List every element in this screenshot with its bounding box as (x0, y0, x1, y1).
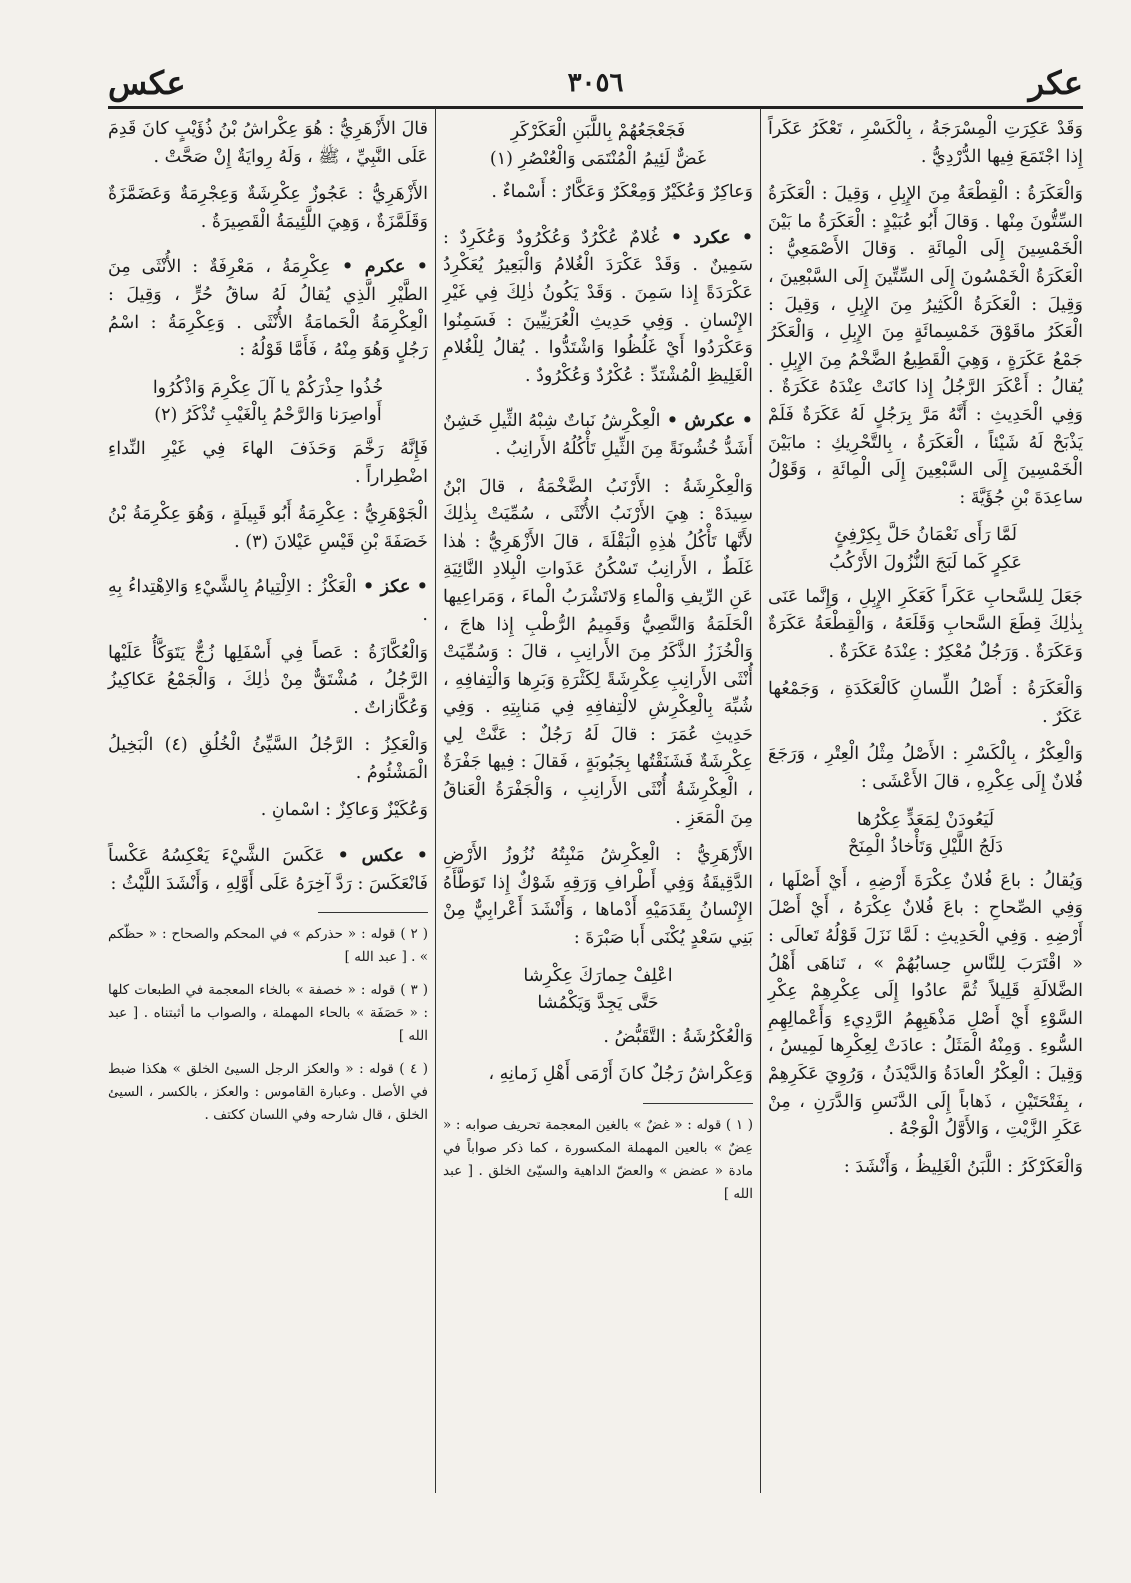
paragraph: الْجَوْهَرِيُّ : عِكْرِمَةُ أَبُو قَبِيلَةٍ ، وَهُوَ عِكْرِمَةُ بْنُ خَصَفَةَ بْنِ قَيْسِ عَيْلانَ (٣) . (108, 504, 428, 552)
running-headword-left: عكس (108, 64, 186, 102)
verse-line: اعْلِفْ حِمارَكَ عِكْرِشا (523, 965, 673, 986)
footnote: ( ٣ ) قوله : « خصفة » بالخاء المعجمة في الطبعات كلها : « حَصَفَة » بالحاء المهملة ، والصواب ما أثبتناه . [ عبد الله ] (108, 982, 428, 1045)
column-separator (760, 108, 761, 1493)
paragraph: وَالْعَكَرَةُ : الْقِطْعَةُ مِنَ الإِبِلِ ، وَقِيلَ : الْعَكَرَةُ السِّتُّونَ مِنْها . وَقالَ أَبُو عُبَيْدٍ : الْعَكَرَةُ ما بَيْنَ الْخَمْسِينَ إِلَى الْمِائَةِ . وَقالَ الأَصْمَعِيُّ : الْعَكَرَةُ الْخَمْسُونَ إِلَى السِّتِّينَ إِلَى السَّبْعِينَ ، وَقِيلَ : الْعَكَرَةُ الْكَثِيرُ مِنَ الإِبِلِ ، وَقِيلَ : الْعَكَرُ ماقَوْقَ خَمْسِمائَةٍ مِنَ الإِبِلِ ، وَالْعَكَرُ جَمْعُ عَكَرَةٍ ، وَهِيَ الْقَطِيعُ الضَّخْمُ مِنَ الإِبِلِ . يُقالُ : أَعْكَرَ الرَّجُلُ إِذا كانَتْ عِنْدَهُ عَكَرَةٌ . وَفِي الْحَدِيثِ : أَنَّهُ مَرَّ بِرَجُلٍ لَهُ عَكَرَةٌ فَلَمْ يَذْبَحْ لَهُ شَيْئاً ، الْعَكَرَةُ ، بِالتَّحْرِيكِ : مابَيْنَ الْخَمْسِينَ إِلَى السَّبْعِينَ إِلَى الْمِائَةِ ، وَقَوْلُ ساعِدَةَ بْنِ جُؤَيَّةَ : (768, 184, 1083, 508)
verse-line: غَضٌّ لَئِيمُ الْمُنْتَمَى وَالْعُنْصُرِ (١) (489, 148, 707, 169)
dictionary-entry: • عكرد • غُلامٌ عُكْرُدٌ وَعُكْرُودٌ وَعُكَرِدٌ : سَمِينٌ . وَقَدْ عَكْرَدَ الْغُلامُ وَالْبَعِيرُ يُعَكْرِدُ عَكْرَدَةً إِذا سَمِنَ . وَقَدْ يَكُونُ ذٰلِكَ فِي غَيْرِ الإِنْسانِ . وَفِي حَدِيثِ الْعُرَنِيِّينَ : فَسَمِنُوا وَعَكْرَدُوا أَيْ غَلُظُوا وَاشْتَدُّوا . يُقالُ لِلْغُلامِ الْغَلِيظِ الْمُشْتَدِّ : عُكْرُدٌ وَعُكْرُودٌ . (443, 227, 754, 386)
column-separator (435, 108, 436, 1493)
verse-line: لَمَّا رَأَى نَعْمَانُ حَلَّ بِكِرْفِئٍ (834, 525, 1017, 546)
paragraph: قالَ الأَزْهَرِيُّ : هُوَ عِكْراشُ بْنُ ذُؤَيْبٍ كانَ قَدِمَ عَلَى النَّبِيِّ ، ﷺ ، وَلَهُ رِوايَةٌ إِنْ صَحَّتْ . (108, 119, 428, 167)
running-headword-right: عكر (1028, 64, 1083, 102)
column-middle (443, 116, 753, 1546)
paragraph: وَيُقالُ : باعَ فُلانٌ عِكْرَةَ أَرْضِهِ ، أَيْ أَصْلَها ، وَفِي الصِّحاحِ : باعَ فُلانٌ عِكْرَهُ ، أَيْ أَصْلَ أَرْضِهِ . وَفِي الْحَدِيثِ : لَمَّا نَزَلَ قَوْلُهُ تَعالَى : « اقْتَرَبَ لِلنَّاسِ حِسابُهُمْ » ، تَناهَى أَهْلُ الضَّلالَةِ قَلِيلاً ثُمَّ عادُوا إِلَى عِكْرِهِمْ عِكْرِ السَّوْءِ أَيْ أَصْلِ مَذْهَبِهِمُ الرَّدِيءِ وَأَعْمالِهِمِ السُّوءِ . وَمِنْهُ الْمَثَلُ : عادَتْ لِعِكْرِها لَمِيسُ ، وَقِيلَ : الْعِكْرُ الْعادَةُ وَالدَّيْدَنُ ، وَرُوِيَ عَكَرِهِمْ ، بِفَتْحَتَيْنِ ، ذَهاباً إِلَى الدَّنَسِ وَالدَّرَنِ ، مِنْ عَكَرِ الزَّيْتِ ، وَالأَوَّلُ الْوَجْهُ . (768, 870, 1083, 1140)
paragraph: وَعِكْراشُ رَجُلٌ كانَ أَرْمَى أَهْلِ زَمانِهِ ، (488, 1064, 753, 1085)
entry-headword: • عكس • (324, 846, 428, 867)
paragraph: وَالْعِكْرُ ، بِالْكَسْرِ : الأَصْلُ مِثْلُ الْعِتْرِ ، وَرَجَعَ فُلانٌ إِلَى عِكْرِهِ ، قالَ الأَعْشَى : (768, 744, 1083, 793)
paragraph: وَالْعَكَرْكَرُ : اللَّبَنُ الْغَلِيظُ ، وَأَنْشَدَ : (843, 1156, 1083, 1177)
footnote-rule (318, 912, 428, 913)
dictionary-entry: • عكرم • عِكْرِمَةُ ، مَعْرِفَةٌ : الأُنْثَى مِنَ الطَّيْرِ الَّذِي يُقالُ لَهُ ساقُ حُرٍّ ، وَقِيلَ : الْعِكْرِمَةُ الْحَمامَةُ الأُنْثَى . وَعِكْرِمَةُ : اسْمُ رَجُلٍ وَهُوَ مِنْهُ ، فَأَمَّا قَوْلُهُ : (108, 257, 428, 361)
paragraph: جَعَلَ لِلسَّحابِ عَكَراً كَعَكَرِ الإِبِلِ ، وَإِنَّما عَنَى بِذٰلِكَ قِطَعَ السَّحابِ وَقَلَعَهُ ، وَالْقِطْعَةُ عَكَرَةٌ وَعَكَرَةٌ . وَرَجُلٌ مُعْكِرٌ : عِنْدَهُ عَكَرَةٌ . (768, 586, 1083, 662)
footnote: ( ٤ ) قوله : « والعكز الرجل السيئ الخلق » هكذا ضبط في الأصل . وعبارة القاموس : والعكز ، بالكسر ، السيئ الخلق ، قال شارحه وفي اللسان ككتف . (108, 1061, 428, 1124)
paragraph: الأَزْهَرِيُّ : عَجُوزٌ عِكْرِشَةٌ وَعِجْرِمَةٌ وَعَضَمَّزَةٌ وَقَلَمَّزَةٌ ، وَهِيَ اللَّئِيمَةُ الْقَصِيرَةُ . (108, 184, 428, 232)
verse-line: فَجَعْجَعُهُمْ بِاللَّبَنِ الْعَكَرْكَرِ (510, 121, 686, 141)
footnote-rule (643, 1103, 753, 1104)
paragraph: وَالْعُكْرُشَةُ : التَّقَبُّضُ . (603, 1026, 753, 1047)
paragraph: وَالْعُكَّازَةُ : عَصاً فِي أَسْفَلِها زُجٌّ يَتَوَكَّأُ عَلَيْها الرَّجُلُ ، مُشْتَقٌّ مِنْ ذٰلِكَ ، وَالْجَمْعُ عَكاكِيزُ وَعُكَّازاتٌ . (108, 642, 428, 718)
verse-line: عَكِرٍ كَما لَبَجَ النُّزُولَ الأَرْكُبُ (829, 552, 1022, 573)
verse-line: حَتَّى يَجِدَّ وَيَكْمُشا (537, 993, 659, 1014)
entry-headword: • عكرد • (659, 227, 754, 248)
paragraph: فَإِنَّهُ رَخَّمَ وَحَذَفَ الهاءَ فِي غَيْرِ النِّداءِ اضْطِراراً . (108, 438, 428, 487)
entry-headword: • عكرم • (330, 257, 428, 278)
verse (768, 522, 1083, 577)
footnote: ( ٢ ) قوله : « حذركم » في المحكم والصحاح : « حظّكم » . [ عبد الله ] (108, 926, 428, 966)
entry-headword: • عكرش • (660, 411, 753, 432)
column-right (768, 116, 1083, 1546)
verse (443, 118, 753, 173)
entry-headword: • عكز • (356, 577, 428, 598)
verse (108, 375, 428, 430)
page-number: ٣٠٥٦ (567, 68, 624, 98)
column-left (108, 116, 428, 1546)
verse (443, 963, 753, 1018)
header-rule (108, 106, 1083, 109)
verse-line: دَلَجُ اللَّيْلِ وَتَأْخاذُ الْمِنَحْ (847, 837, 1004, 858)
paragraph: وَالْعَكِزُ : الرَّجُلُ السَّيِّئُ الْخُلُقِ (٤) الْبَخِيلُ الْمَشْئُومُ . (108, 735, 429, 783)
verse-line: لَيَعُودَنْ لِمَعَدٍّ عِكْرُها (856, 809, 995, 830)
paragraph: وَالْعِكْرِشَةُ : الأَرْنَبُ الضَّخْمَةُ ، قالَ ابْنُ سِيدَهْ : هِيَ الأَرْنَبُ الأُنْثَى ، سُمِّيَتْ بِذٰلِكَ لأَنَّها تَأْكُلُ هٰذِهِ الْبَقْلَةَ ، قالَ الأَزْهَرِيُّ : هٰذا غَلَطٌ ، الأَرانِبُ تَسْكُنُ عَذَواتِ الْبِلادِ النَّائِيَةِ عَنِ الرِّيفِ وَالْماءِ وَلاتَشْرَبُ الْماءَ ، وَمَراعِيها الْحَلَمَةُ وَالنَّصِيُّ وَقَمِيمُ الرُّطْبِ إِذا هاجَ ، وَالْخُزَزُ الذَّكَرُ مِنَ الأَرانِبِ ، قالَ : وَسُمِّيَتْ أُنْثَى الأَرانِبِ عِكْرِشَةً لِكَثْرَةِ وَبَرِها وَالْتِفافِهِ ، شُبِّهَ بِالْعِكْرِشِ لالْتِفافِهِ فِي مَنابِتِهِ . وَفِي حَدِيثِ عُمَرَ : قالَ لَهُ رَجُلٌ : عَنَّتْ لِي عِكْرِشَةٌ فَشَنَقْتُها بِجَبُوبَةٍ ، فَقالَ : فِيها جَفْرَةٌ ، الْعِكْرِشَةُ أُنْثَى الأَرانِبِ ، وَالْجَفْرَةُ الْعَناقُ مِنَ الْمَعَزِ . (443, 476, 753, 828)
verse (768, 807, 1083, 862)
footnote: ( ١ ) قوله : « غضٌ » بالغين المعجمة تحريف صوابه : « عِضٌ » بالعين المهملة المكسورة ، كما ذكر صواباً في مادة « عضض » والعضّ الداهية والسيّئ الخلق . [ عبد الله ] (443, 1117, 754, 1202)
paragraph: وَعاكِرٌ وَعُكَيْرٌ وَمِعْكَرٌ وَعَكَّارٌ : أَسْماءٌ . (491, 182, 753, 203)
page-header (108, 60, 1083, 106)
dictionary-entry: • عكز • الْعَكْزُ : الاِلْتِيامُ بِالشَّيْءِ وَالاِهْتِداءُ بِهِ . (108, 577, 428, 625)
paragraph: الأَزْهَرِيُّ : الْعِكْرِشُ مَنْبِتُهُ نُزُوزُ الأَرْضِ الدَّقِيقَةُ وَفِي أَطْرافِ وَرَقِهِ شَوْكٌ إِذا تَوَطَّأَهُ الإِنْسانُ بِقَدَمَيْهِ أَدْماها ، وَأَنْشَدَ أَعْرابِيٌّ مِنْ بَنِي سَعْدٍ يُكْنَى أَبا صَبْرَةَ : (443, 845, 753, 949)
verse-line: أَواصِرَنا وَالرَّحْمُ بِالْغَيْبِ تُذْكَرُ (٢) (154, 405, 382, 426)
verse-line: خُذُوا حِذْرَكُمْ يا آلَ عِكْرِمَ وَاذْكُرُوا (152, 377, 384, 398)
paragraph: وَعُكَيْزٌ وَعاكِزٌ : اسْمانِ . (260, 800, 428, 821)
paragraph: وَقَدْ عَكِرَتِ الْمِسْرَجَةُ ، بِالْكَسْرِ ، تَعْكَرُ عَكَراً إِذا اجْتَمَعَ فِيها الدُّرْدِيُّ . (768, 119, 1083, 167)
dictionary-entry: • عكس • عَكَسَ الشَّيْءَ يَعْكِسُهُ عَكْساً فَانْعَكَسَ : رَدَّ آخِرَهُ عَلَى أَوَّلِهِ ، وَأَنْشَدَ اللَّيْثُ : (108, 846, 428, 894)
paragraph: وَالْعَكَرَةُ : أَصْلُ اللِّسانِ كَالْعَكَدَةِ ، وَجَمْعُها عَكَرٌ . (768, 679, 1083, 727)
dictionary-entry: • عكرش • الْعِكْرِشُ نَباتٌ شِبْهُ الثِّيلِ خَشِنٌ أَشَدُّ خُشُونَةً مِنَ الثِّيلِ تَأْكُلُهُ الأَرانِبُ . (443, 411, 753, 459)
